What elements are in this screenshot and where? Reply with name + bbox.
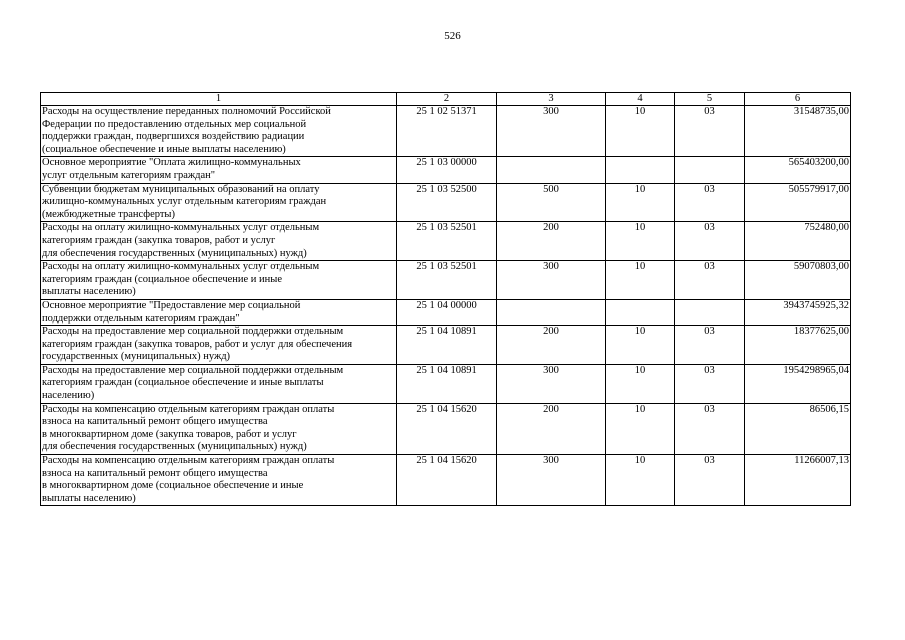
row-code: 25 1 03 52500 [397, 183, 497, 222]
row-subsection: 03 [675, 364, 745, 403]
row-subsection [675, 157, 745, 183]
row-expense-group: 300 [497, 261, 606, 300]
row-code: 25 1 04 00000 [397, 299, 497, 325]
row-section: 10 [606, 261, 675, 300]
column-header: 4 [606, 93, 675, 106]
row-description: Основное мероприятие "Предоставление мер социальной поддержки отдельным категориям граждан" [41, 299, 397, 325]
row-amount: 59070803,00 [745, 261, 851, 300]
table-row [41, 403, 851, 454]
row-description: Расходы на осуществление переданных полномочий Российской Федерации по предоставлению отдельных мер социальной поддержки граждан, подвергшихся воздействию радиации (социальное обеспечение и иные выплаты населению) [41, 106, 397, 157]
table-row [41, 364, 851, 403]
row-description: Расходы на оплату жилищно-коммунальных услуг отдельным категориям граждан (социальное обеспечение и иные выплаты населению) [41, 261, 397, 300]
table-row [41, 455, 851, 506]
row-code: 25 1 04 15620 [397, 455, 497, 506]
row-subsection: 03 [675, 403, 745, 454]
table-row [41, 222, 851, 261]
row-amount: 11266007,13 [745, 455, 851, 506]
row-amount: 18377625,00 [745, 326, 851, 365]
row-description: Расходы на предоставление мер социальной поддержки отдельным категориям граждан (социальное обеспечение и иные выплаты населению) [41, 364, 397, 403]
row-description: Основное мероприятие "Оплата жилищно-коммунальных услуг отдельным категориям граждан" [41, 157, 397, 183]
row-code: 25 1 02 51371 [397, 106, 497, 157]
table-row [41, 183, 851, 222]
row-expense-group: 300 [497, 364, 606, 403]
row-expense-group: 500 [497, 183, 606, 222]
column-header: 6 [745, 93, 851, 106]
row-amount: 752480,00 [745, 222, 851, 261]
row-section: 10 [606, 455, 675, 506]
row-expense-group: 200 [497, 403, 606, 454]
row-amount: 31548735,00 [745, 106, 851, 157]
row-section: 10 [606, 222, 675, 261]
row-code: 25 1 04 15620 [397, 403, 497, 454]
row-description: Расходы на оплату жилищно-коммунальных услуг отдельным категориям граждан (закупка товаров, работ и услуг для обеспечения государственных (муниципальных) нужд) [41, 222, 397, 261]
page-number: 526 [444, 30, 461, 42]
row-subsection: 03 [675, 455, 745, 506]
row-section: 10 [606, 403, 675, 454]
row-code: 25 1 03 52501 [397, 261, 497, 300]
table-row [41, 106, 851, 157]
row-subsection: 03 [675, 106, 745, 157]
table-row [41, 157, 851, 183]
row-subsection: 03 [675, 222, 745, 261]
row-expense-group [497, 157, 606, 183]
row-description: Расходы на компенсацию отдельным категориям граждан оплаты взноса на капитальный ремонт общего имущества в многоквартирном доме (социальное обеспечение и иные выплаты населению) [41, 455, 397, 506]
table-header-row [41, 93, 851, 106]
row-section [606, 157, 675, 183]
row-subsection: 03 [675, 326, 745, 365]
row-section: 10 [606, 106, 675, 157]
row-section: 10 [606, 183, 675, 222]
row-section [606, 299, 675, 325]
row-expense-group: 200 [497, 222, 606, 261]
column-header: 2 [397, 93, 497, 106]
table-row [41, 261, 851, 300]
row-description: Расходы на предоставление мер социальной поддержки отдельным категориям граждан (закупка товаров, работ и услуг для обеспечения государственных (муниципальных) нужд) [41, 326, 397, 365]
column-header: 1 [41, 93, 397, 106]
row-amount: 3943745925,32 [745, 299, 851, 325]
row-description: Расходы на компенсацию отдельным категориям граждан оплаты взноса на капитальный ремонт общего имущества в многоквартирном доме (закупка товаров, работ и услуг для обеспечения государственных (муниципальных) нужд) [41, 403, 397, 454]
column-header: 3 [497, 93, 606, 106]
row-description: Субвенции бюджетам муниципальных образований на оплату жилищно-коммунальных услуг отдельным категориям граждан (межбюджетные трансферты) [41, 183, 397, 222]
row-code: 25 1 03 52501 [397, 222, 497, 261]
row-amount: 1954298965,04 [745, 364, 851, 403]
column-header: 5 [675, 93, 745, 106]
row-code: 25 1 03 00000 [397, 157, 497, 183]
row-section: 10 [606, 364, 675, 403]
row-code: 25 1 04 10891 [397, 326, 497, 365]
row-section: 10 [606, 326, 675, 365]
row-amount: 565403200,00 [745, 157, 851, 183]
row-expense-group: 200 [497, 326, 606, 365]
row-subsection [675, 299, 745, 325]
table-row [41, 326, 851, 365]
row-subsection: 03 [675, 183, 745, 222]
row-subsection: 03 [675, 261, 745, 300]
budget-table [40, 92, 851, 506]
row-expense-group [497, 299, 606, 325]
row-expense-group: 300 [497, 106, 606, 157]
row-expense-group: 300 [497, 455, 606, 506]
row-amount: 505579917,00 [745, 183, 851, 222]
row-amount: 86506,15 [745, 403, 851, 454]
row-code: 25 1 04 10891 [397, 364, 497, 403]
table-row [41, 299, 851, 325]
